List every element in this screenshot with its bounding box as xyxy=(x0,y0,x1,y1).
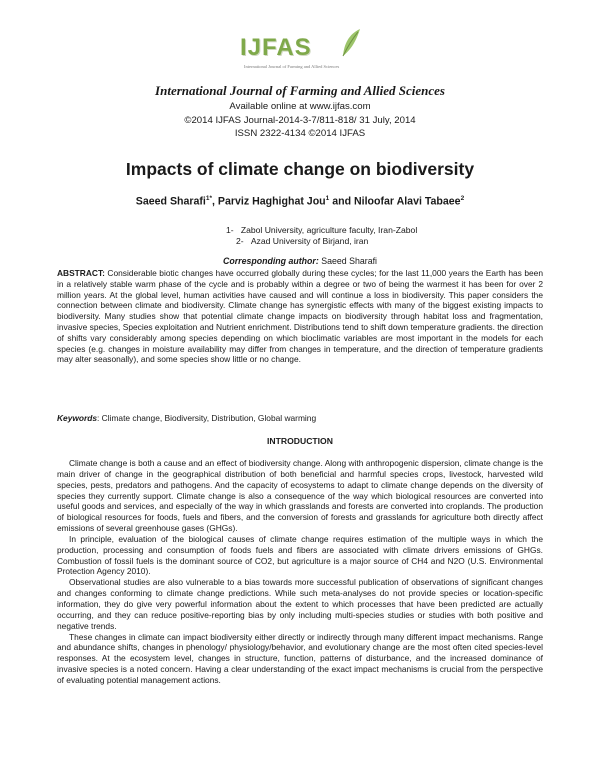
affiliation-number: 1- xyxy=(226,225,234,235)
affiliation-1 xyxy=(226,225,417,235)
paragraph: These changes in climate can impact biodiversity either directly or indirectly through many different impact mechanisms. Range and abundance shifts, changes in phenology/ physiology/behavior, and evolutionary change are the most often cited species-level responses. At the ecosystem level, changes in structure, function, patterns of disturbance, and the increased dominance of invasive species is a noted concern. Having a clear understanding of the exact impact mechanisms is crucial from the perspective of evaluating potential management actions. xyxy=(57,631,543,685)
author-superscript: 1* xyxy=(205,195,213,202)
keywords-label: Keywords xyxy=(57,413,98,423)
author-name: Parviz Haghighat Jou xyxy=(217,195,326,208)
author-name: Saeed Sharafi xyxy=(135,195,206,208)
corresponding-author xyxy=(0,256,600,266)
author-and: and xyxy=(329,195,355,208)
journal-website: Available online at www.ijfas.com xyxy=(229,101,371,112)
affiliation-number: 2- xyxy=(236,236,244,246)
introduction-body xyxy=(57,458,543,686)
paragraph: Observational studies are also vulnerable to a bias towards more successful publication of observations of significant changes and changes conforming to climate change predictions. While such meta-analyses do not provide species or location-specific information, they do give very powerful information about the extent to which processes that have been predicted are actually occurring, and they can reduce positive-reporting bias by only including multi-species studies or studies with both positive and negative trends. xyxy=(57,577,543,631)
affiliation-text: Azad University of Birjand, iran xyxy=(250,236,369,246)
leaf-icon xyxy=(340,28,362,58)
author-list xyxy=(0,195,600,208)
journal-title: International Journal of Farming and Allied Sciences xyxy=(155,83,445,98)
abstract-label: ABSTRACT: xyxy=(57,268,105,278)
abstract-text: Considerable biotic changes have occurred globally during these cycles; for the last 11,000 years the Earth has been in a relatively stable warm phase of the cycle and is probably within a degree or two of being the warmest it has been for over 2 million years. At the global level, human activities have caused and will continue a loss in biodiversity. This paper considers the connection between climate and biodiversity. Climate change has synergistic effects with many of the biggest existing impacts to biodiversity. Many studies show that potential climate change impacts on biodiversity through habitat loss and fragmentation, invasive species, Species exploitation and Nutrient enrichment. Distributions tend to shift down temperature gradients. the direction of shifts vary considerably among species depending on which bioclimatic variables are most important in the models for each species (e.g. changes in moisture availability may differ from changes in temperature, and the direction of temperature gradients may alter seasonally), and some species show little or no change. xyxy=(57,268,543,365)
corresponding-label: Corresponding author: xyxy=(223,256,319,266)
affiliation-2 xyxy=(236,236,368,246)
journal-issn: ISSN 2322-4134 ©2014 IJFAS xyxy=(234,128,366,139)
abstract xyxy=(57,268,543,365)
paragraph: In principle, evaluation of the biological causes of climate change requires estimation of the multiple ways in which the production, processing and consumption of foods fuels and fibers are associated with climate drivers emissions of GHGs. Combustion of fossil fuels is the dominant source of CO2, but agriculture is a major source of CH4 and N2O (U.S. Environmental Protection Agency 2010). xyxy=(57,533,543,577)
author-superscript: 1 xyxy=(325,195,330,202)
author-separator: , xyxy=(212,195,218,208)
keywords xyxy=(57,413,316,423)
section-heading: INTRODUCTION xyxy=(267,436,333,446)
logo-tagline: International Journal of Farming and Allied Sciences xyxy=(244,64,340,69)
journal-logo xyxy=(240,34,370,78)
author-superscript: 2 xyxy=(460,195,465,202)
journal-citation: ©2014 IJFAS Journal-2014-3-7/811-818/ 31 July, 2014 xyxy=(184,115,416,126)
author-name: Niloofar Alavi Tabaee xyxy=(354,195,461,208)
corresponding-name: Saeed Sharafi xyxy=(318,256,377,266)
paper-title: Impacts of climate change on biodiversity xyxy=(125,159,475,179)
affiliation-text: Zabol University, agriculture faculty, Iran-Zabol xyxy=(240,225,418,235)
logo-text: IJFAS xyxy=(240,34,312,61)
paragraph: Climate change is both a cause and an effect of biodiversity change. Along with anthropogenic dispersion, climate change is the main driver of change in the geographical distribution of both beneficial and harmful species crops, livestock, harvested wild species, pests, predators and pathogens. And the capacity of ecosystems to adapt to climate change depends on the diversity of species they currently support. Climate change is also a consequence of the way which biological resources are converted into useful goods and services, and especially of the way in which grasslands and forests are converted into croplands. The production of biological resources for foods, fuels and fibers, and the conversion of forests and grasslands for agriculture both directly affect emissions of several greenhouse gases (GHGs). xyxy=(57,458,543,534)
keywords-text: : Climate change, Biodiversity, Distribution, Global warming xyxy=(97,413,317,423)
